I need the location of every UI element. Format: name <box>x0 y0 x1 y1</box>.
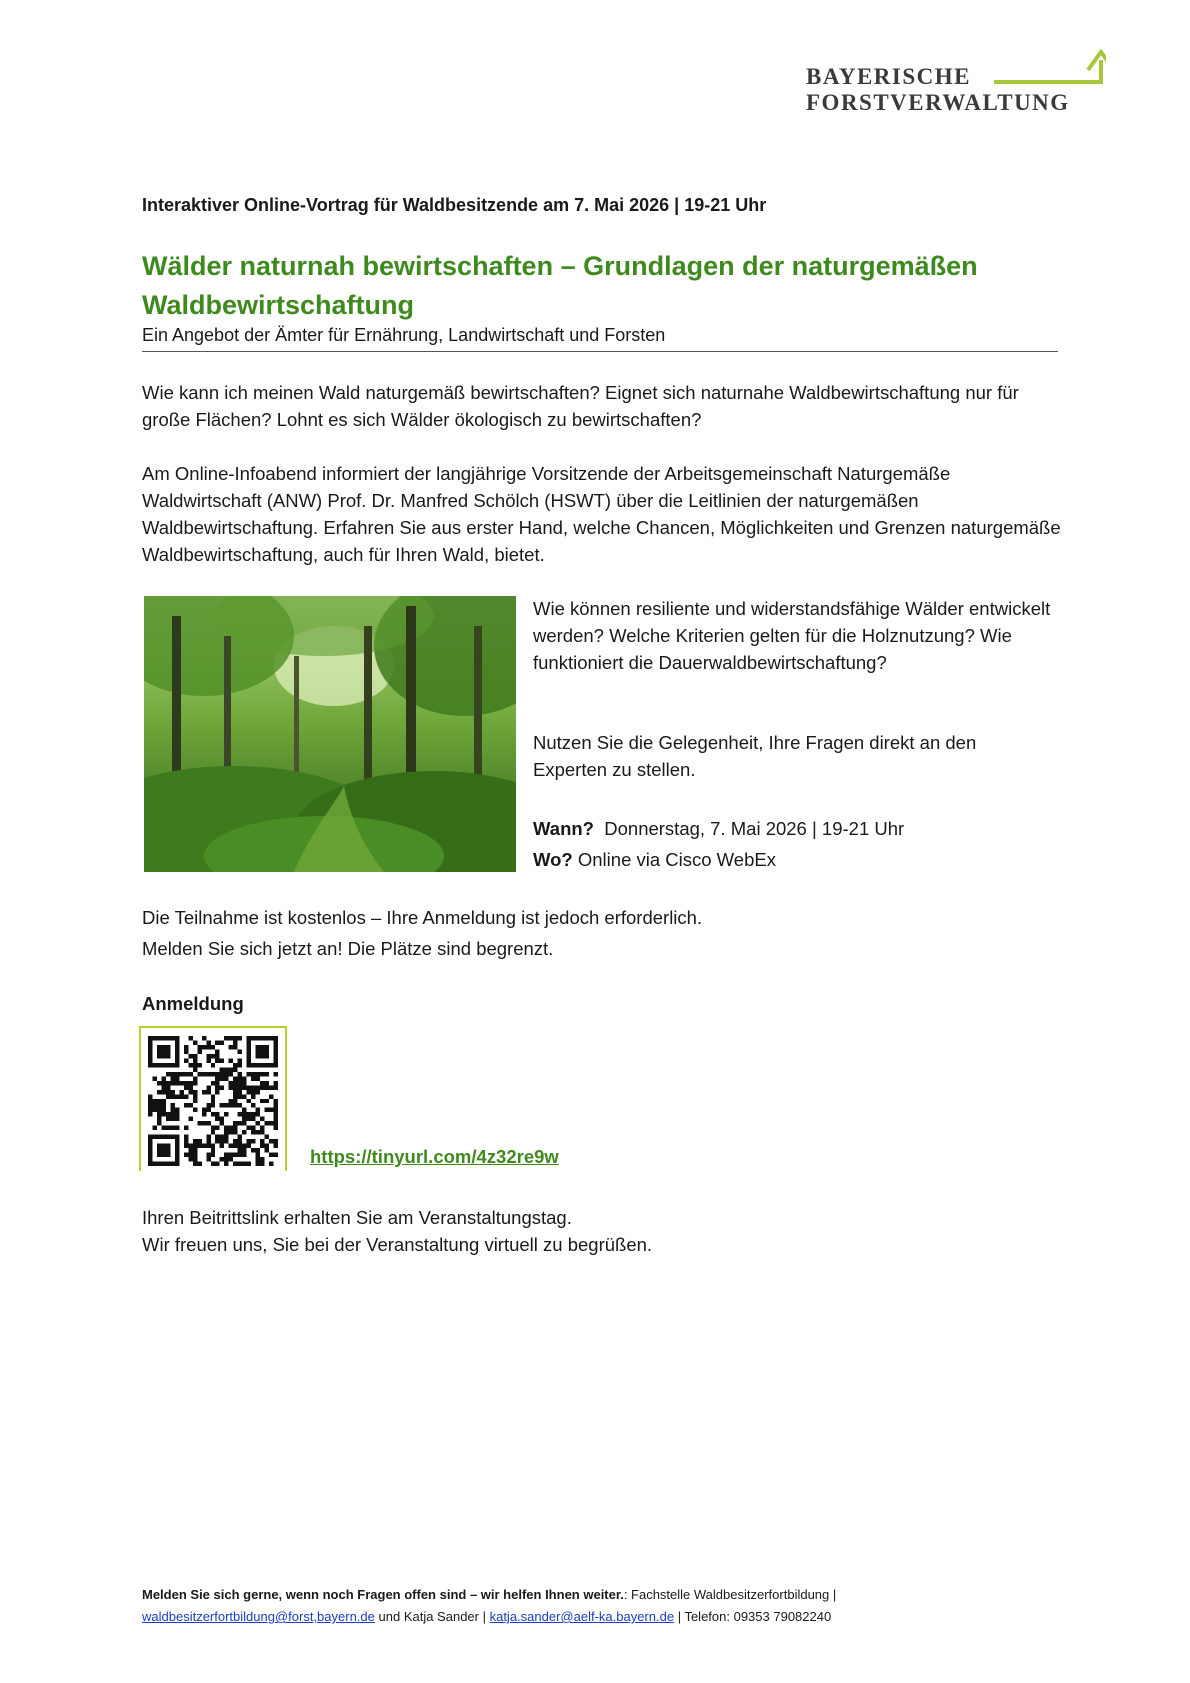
where-label: Wo? <box>533 849 573 870</box>
logo-line2: FORSTVERWALTUNG <box>806 90 1070 115</box>
participation-line1: Die Teilnahme ist kostenlos – Ihre Anmeldung ist jedoch erforderlich. <box>142 907 703 928</box>
footer <box>142 1584 1102 1628</box>
paragraph-questions: Wie kann ich meinen Wald naturgemäß bewirtschaften? Eignet sich naturnahe Waldbewirtschaftung nur für große Flächen? Lohnt es sich Wälder ökologisch zu bewirtschaften? <box>142 382 1019 430</box>
page-title: Wälder naturnah bewirtschaften – Grundlagen der naturgemäßen Waldbewirtschaftung <box>142 251 978 320</box>
event-details <box>533 813 1053 875</box>
divider <box>142 351 1058 352</box>
logo-line1: BAYERISCHE <box>806 64 971 89</box>
when-value: Donnerstag, 7. Mai 2026 | 19-21 Uhr <box>604 818 905 839</box>
closing <box>142 1204 942 1258</box>
closing-line2: Wir freuen uns, Sie bei der Veranstaltung virtuell zu begrüßen. <box>142 1234 653 1255</box>
qr-code-icon <box>148 1036 278 1166</box>
logo <box>806 48 1106 120</box>
registration-heading: Anmeldung <box>142 993 244 1014</box>
when-label: Wann? <box>533 818 594 839</box>
closing-line1: Ihren Beitrittslink erhalten Sie am Veranstaltungstag. <box>142 1207 572 1228</box>
paragraph-info: Am Online-Infoabend informiert der langjährige Vorsitzende der Arbeitsgemeinschaft Naturgemäße Waldwirtschaft (ANW) Prof. Dr. Manfred Schölch (HSWT) über die Leitlinien der naturgemäßen Waldbewirtschaftung. Erfahren Sie aus erster Hand, welche Chancen, Möglichkeiten und Grenzen naturgemäße Waldbewirtschaftung, auch für Ihren Wald, bietet. <box>142 463 1061 565</box>
paragraph-chance: Nutzen Sie die Gelegenheit, Ihre Fragen direkt an den Experten zu stellen. <box>533 732 977 780</box>
footer-text3: | Telefon: 09353 79082240 <box>677 1609 832 1624</box>
footer-text1: : Fachstelle Waldbesitzerfortbildung | <box>623 1587 837 1602</box>
footer-text2: und Katja Sander | <box>378 1609 486 1624</box>
footer-email-2[interactable]: katja.sander@aelf-ka.bayern.de <box>489 1609 675 1624</box>
participation-line2: Melden Sie sich jetzt an! Die Plätze sind begrenzt. <box>142 938 554 959</box>
qr-code[interactable] <box>139 1026 287 1171</box>
footer-email-1[interactable]: waldbesitzerfortbildung@forst,bayern.de <box>142 1609 375 1624</box>
forest-image <box>144 596 516 872</box>
participation <box>142 902 942 964</box>
intro-line: Interaktiver Online-Vortrag für Waldbesitzende am 7. Mai 2026 | 19-21 Uhr <box>142 195 767 215</box>
paragraph-resilience: Wie können resiliente und widerstandsfähige Wälder entwickelt werden? Welche Kriterien gelten für die Holznutzung? Wie funktioniert die Dauerwaldbewirtschaftung? <box>533 598 1051 673</box>
registration-link[interactable]: https://tinyurl.com/4z32re9w <box>310 1146 559 1167</box>
where-value: Online via Cisco WebEx <box>577 849 776 870</box>
footer-bold: Melden Sie sich gerne, wenn noch Fragen offen sind – wir helfen Ihnen weiter. <box>142 1587 624 1602</box>
subtitle: Ein Angebot der Ämter für Ernährung, Landwirtschaft und Forsten <box>142 325 666 345</box>
